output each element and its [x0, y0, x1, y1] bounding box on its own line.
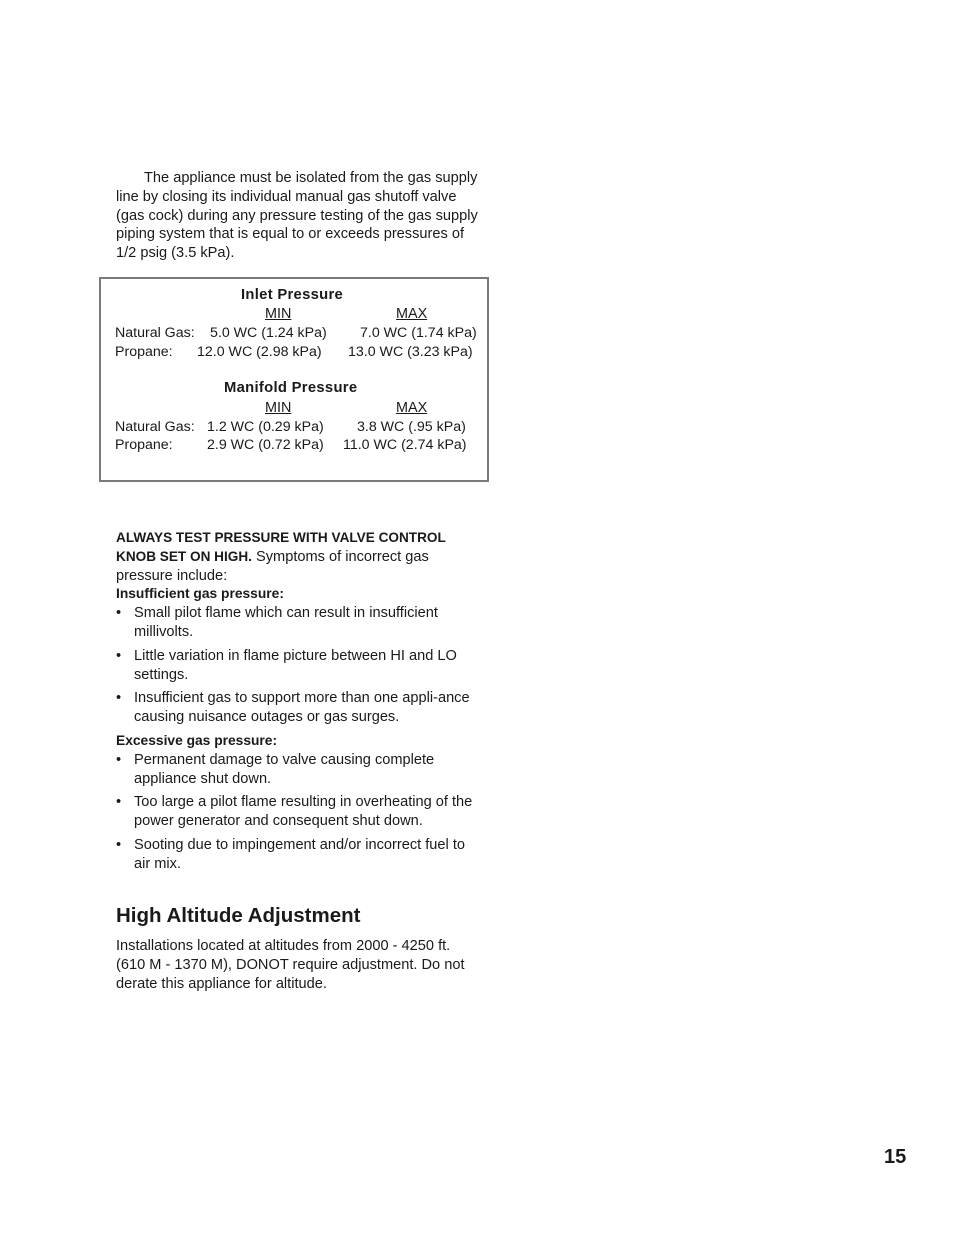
- manifold-row-label: Propane:: [115, 437, 173, 453]
- excessive-list: [116, 751, 482, 874]
- excessive-heading: Excessive gas pressure:: [116, 732, 278, 748]
- bullet-icon: •: [116, 647, 122, 664]
- warning-caps: ALWAYS TEST PRESSURE WITH VALVE CONTROL KNOB SET ON HIGH.: [116, 530, 446, 564]
- list-item: • Too large a pilot flame resulting in overheating of the power generator and consequent shut down.: [116, 794, 473, 830]
- manifold-row-max: 3.8 WC (.95 kPa): [357, 419, 466, 435]
- manifold-row-max: 11.0 WC (2.74 kPa): [343, 437, 467, 453]
- inlet-min-header: MIN: [265, 306, 292, 322]
- list-item: • Sooting due to impingement and/or incorrect fuel to air mix.: [116, 836, 465, 872]
- list-item: • Little variation in flame picture between HI and LO settings.: [116, 647, 457, 683]
- altitude-paragraph: Installations located at altitudes from 2000 - 4250 ft. (610 M - 1370 M), DONOT require adjustment. Do not derate this appliance for altitude.: [116, 938, 465, 992]
- bullet-icon: •: [116, 605, 122, 622]
- inlet-row-max: 13.0 WC (3.23 kPa): [348, 344, 473, 360]
- inlet-row-label: Propane:: [115, 344, 173, 360]
- gas-pressure-section: [116, 529, 482, 879]
- manifold-pressure-title: Manifold Pressure: [224, 380, 358, 396]
- bullet-icon: •: [116, 836, 122, 853]
- inlet-row-min: 12.0 WC (2.98 kPa): [197, 344, 322, 360]
- manifold-row-label: Natural Gas:: [115, 419, 195, 435]
- bullet-icon: •: [116, 751, 122, 768]
- list-item: • Small pilot flame which can result in insufficient millivolts.: [116, 605, 438, 640]
- inlet-row-max: 7.0 WC (1.74 kPa): [360, 325, 477, 341]
- inlet-row-label: Natural Gas:: [115, 325, 195, 341]
- inlet-pressure-title: Inlet Pressure: [241, 287, 344, 303]
- bullet-icon: •: [116, 794, 122, 811]
- list-item: • Insufficient gas to support more than one appli-ance causing nuisance outages or gas surges.: [116, 690, 470, 726]
- list-item: • Permanent damage to valve causing complete appliance shut down.: [116, 751, 435, 787]
- page-number: 15: [884, 1146, 907, 1168]
- inlet-max-header: MAX: [396, 306, 428, 322]
- intro-paragraph: The appliance must be isolated from the gas supply line by closing its individual manual gas shutoff valve (gas cock) during any pressure testing of the gas supply piping system that is equal to or exceeds pressures of 1/2 psig (3.5 kPa).: [116, 170, 478, 262]
- manifold-row-min: 1.2 WC (0.29 kPa): [207, 419, 324, 435]
- manifold-row-min: 2.9 WC (0.72 kPa): [207, 437, 324, 453]
- inlet-row-min: 5.0 WC (1.24 kPa): [210, 325, 327, 341]
- insufficient-list: [116, 604, 482, 727]
- insufficient-heading: Insufficient gas pressure:: [116, 586, 284, 602]
- warning-text: Symptoms of incorrect gas pressure include:: [116, 548, 429, 584]
- pressure-table-box: [99, 277, 489, 482]
- warning-paragraph: [116, 529, 482, 585]
- manifold-max-header: MAX: [396, 400, 428, 416]
- manifold-min-header: MIN: [265, 400, 292, 416]
- high-altitude-title: High Altitude Adjustment: [116, 904, 361, 927]
- bullet-icon: •: [116, 690, 122, 707]
